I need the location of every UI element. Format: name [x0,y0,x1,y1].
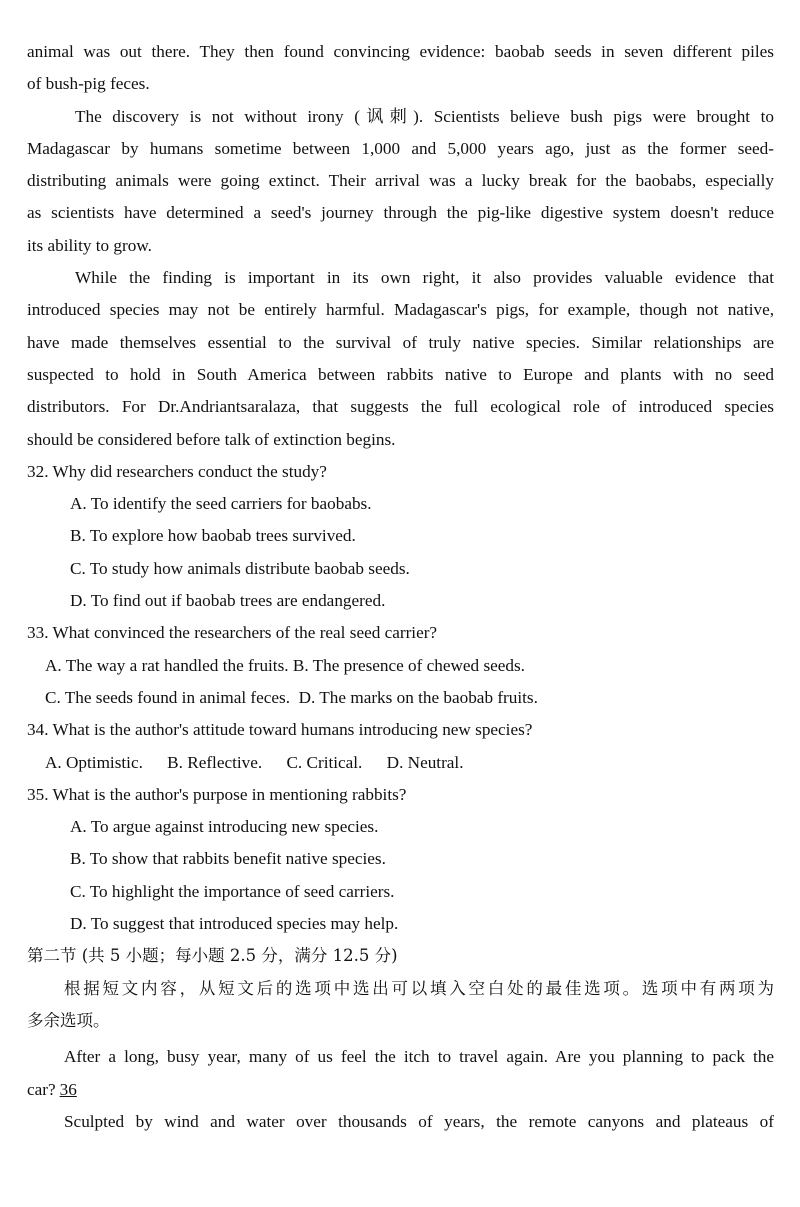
passage-line: Madagascar by humans sometime between 1,000 and 5,000 years ago, just as the former seed- [27,138,774,158]
document-page [27,36,774,1138]
question-35-stem: 35. What is the author's purpose in mentioning rabbits? [27,784,407,804]
question-33-option-b: B. The presence of chewed seeds. [292,655,525,675]
passage-line: distributing animals were going extinct. Their arrival was a lucky break for the baobabs, especially [27,171,774,191]
question-32-option-a: A. To identify the seed carriers for baobabs. [70,494,372,514]
passage-line: animal was out there. They then found convincing evidence: baobab seeds in seven different piles [27,42,774,61]
question-33-stem: 33. What convinced the researchers of the real seed carrier? [27,623,438,643]
instructions-line: 多余选项。 [27,1010,110,1030]
passage-line: distributors. For Dr.Andriantsaralaza, that suggests the full ecological role of introduced species [27,397,774,417]
passage-line: introduced species may not be entirely harmful. Madagascar's pigs, for example, though not native, [27,300,774,320]
question-35-option-c: C. To highlight the importance of seed carriers. [70,881,395,901]
passage-line [27,1074,774,1106]
question-35-option-d: D. To suggest that introduced species may help. [70,914,399,934]
question-34-options-row [27,747,774,779]
passage-line: The discovery is not without irony (讽刺). Scientists believe bush pigs were brought to [75,106,774,126]
passage-line: should be considered before talk of extinction begins. [27,429,396,449]
passage-line: suspected to hold in South America between rabbits native to Europe and plants with no seed [27,364,774,384]
passage-line: its ability to grow. [27,235,152,255]
passage-line: Sculpted by wind and water over thousands of years, the remote canyons and plateaus of [64,1111,774,1131]
question-33-options-row [27,682,774,714]
question-35-option-a: A. To argue against introducing new species. [70,817,379,837]
question-35-option-b: B. To show that rabbits benefit native species. [70,849,386,869]
question-32-stem: 32. Why did researchers conduct the study? [27,461,327,481]
passage-line: have made themselves essential to the survival of truly native species. Similar relationships are [27,332,774,352]
question-34-option-c: C. Critical. [286,752,363,772]
question-34-option-a: A. Optimistic. [45,752,143,772]
section-heading: 第二节 (共 5 小题；每小题 2.5 分，满分 12.5 分) [27,946,398,966]
blank-36: 36 [59,1079,77,1099]
passage-line: While the finding is important in its own right, it also provides valuable evidence that [75,268,774,288]
question-32-option-c: C. To study how animals distribute baobab seeds. [70,558,410,578]
passage-line: After a long, busy year, many of us feel the itch to travel again. Are you planning to pack the [64,1047,774,1067]
question-34-option-b: B. Reflective. [167,752,263,772]
question-33-option-d: D. The marks on the baobab fruits. [298,687,538,707]
instructions-line: 根据短文内容，从短文后的选项中选出可以填入空白处的最佳选项。选项中有两项为 [64,978,774,998]
question-33-options-row [27,650,774,682]
question-33-option-a: A. The way a rat handled the fruits. [45,655,289,675]
passage-line: as scientists have determined a seed's journey through the pig-like digestive system doesn't reduce [27,203,774,223]
passage-line: of bush-pig feces. [27,74,150,94]
question-33-option-c: C. The seeds found in animal feces. [45,687,291,707]
question-34-stem: 34. What is the author's attitude toward humans introducing new species? [27,720,533,740]
question-34-option-d: D. Neutral. [386,752,464,772]
question-32-option-b: B. To explore how baobab trees survived. [70,526,356,546]
passage-text: car? [27,1079,56,1099]
question-32-option-d: D. To find out if baobab trees are endangered. [70,591,386,611]
